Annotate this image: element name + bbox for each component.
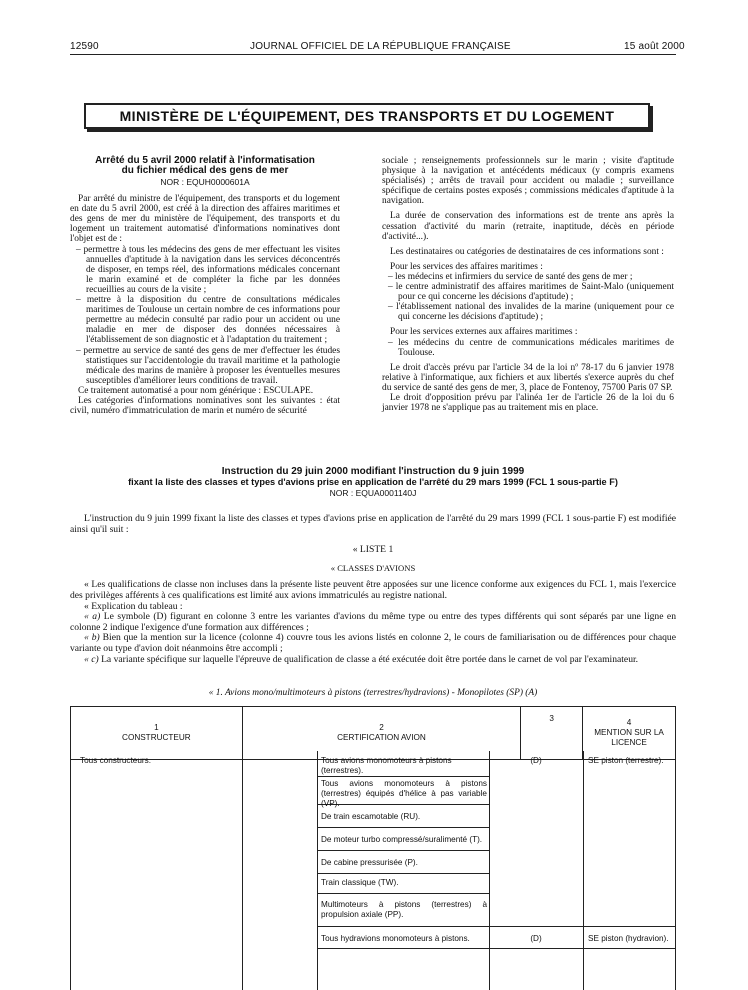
arrete-right-column	[382, 156, 674, 413]
issue-date: 15 août 2000	[624, 41, 685, 52]
table-row	[317, 926, 489, 948]
certification-cell: De cabine pressurisée (P).	[321, 858, 418, 867]
column-number: 4	[626, 718, 632, 727]
table-row	[317, 751, 489, 777]
arrete-left-column	[70, 156, 340, 416]
column-label: CERTIFICATION AVION	[337, 733, 426, 742]
instruction-intro: L'instruction du 9 juin 1999 fixant la liste des classes et types d'avions prise en application de l'arrêté du 29 mars 1999 (FCL 1 sous-partie F) est modifiée ainsi qu'il suit :	[70, 513, 676, 535]
table-row	[317, 893, 489, 927]
journal-title: JOURNAL OFFICIEL DE LA RÉPUBLIQUE FRANÇAISE	[250, 41, 511, 52]
arrete-paragraph: Les destinataires ou catégories de destinataires de ces informations sont :	[390, 246, 664, 257]
table-row	[317, 850, 489, 874]
instruction-heading	[70, 467, 676, 505]
arrete-paragraph: Le droit d'opposition prévu par l'alinéa 1er de l'article 26 de la loi du 6 janvier 1978 ne s'applique pas au traitement mis en place.	[382, 392, 674, 414]
liste-heading: « LISTE 1	[352, 544, 394, 556]
arrete-paragraph: Les catégories d'informations nominatives sont les suivantes : état civil, numéro d'immatriculation de marin et numéro de sécurité	[70, 395, 340, 417]
arrete-bullet: – permettre à tous les médecins des gens de mer effectuant les visites annuelles d'aptitude à la navigation dans les services déconcentrés de disposer, en temps réel, des informations médicales concernant le marin examiné et de compléter la fiche par les données recueillies au cours de la visite ;	[76, 244, 340, 295]
table-body	[70, 751, 676, 990]
arrete-title-line-1: Arrêté du 5 avril 2000 relatif à l'informatisation	[95, 155, 315, 166]
instruction-paragraph: « Les qualifications de classe non incluses dans la présente liste peuvent être apposées sur une licence conforme aux exigences du FCL 1, mais l'exercice des privilèges afférents à ces qualifications est limité aux avions immatriculés au registre national.	[70, 579, 676, 601]
table-row	[317, 827, 489, 851]
certification-cell: De moteur turbo compressé/suralimenté (T).	[321, 835, 483, 844]
instruction-nor: NOR : EQUA0001140J	[329, 488, 417, 498]
arrete-paragraph: Pour les services des affaires maritimes :	[390, 261, 543, 272]
certification-cell: De train escamotable (RU).	[321, 812, 421, 821]
arrete-paragraph: Par arrêté du ministre de l'équipement, des transports et du logement en date du 5 avril 2000, est créé à la direction des affaires maritimes et des gens de mer du ministère de l'équipement, des transports et du logement un traitement automatisé d'informations nominatives dont l'objet est de :	[70, 194, 340, 245]
certification-cell: Train classique (TW).	[321, 878, 399, 887]
ministry-banner	[84, 103, 650, 129]
item-a-text: Le symbole (D) figurant en colonne 3 entre les variantes d'avions du même type ou entre des types différents qui sont séparés par une ligne en colonne 2 indique l'exigence d'une formation aux différences ;	[70, 611, 676, 633]
arrete-bullet: – permettre au service de santé des gens de mer d'effectuer les études statistiques sur l'accidentologie du travail maritime et la pathologie médicale des marins de manière à proposer les éventuelles mesures susceptibles d'améliorer leurs conditions de travail.	[76, 345, 340, 386]
licence-mention-cell: SE piston (terrestre).	[588, 756, 664, 765]
licence-mention-cell: SE piston (hydravion).	[588, 934, 669, 943]
table-row	[317, 873, 489, 894]
item-b-text: Bien que la mention sur la licence (colonne 4) couvre tous les avions listés en colonne 2, le cours de familiarisation ou de différences pour chaque variante ou type d'avion doit néanmoins être accompli ;	[70, 632, 676, 654]
instruction-body	[70, 514, 676, 665]
item-b-marker: « b)	[84, 632, 100, 644]
table-row	[317, 804, 489, 828]
instruction-title-line-1: Instruction du 29 juin 2000 modifiant l'instruction du 9 juin 1999	[221, 466, 525, 477]
arrete-bullet: – les médecins et infirmiers du service de santé des gens de mer ;	[388, 271, 633, 282]
arrete-bullet: – le centre administratif des affaires maritimes de Saint-Malo (uniquement pour ce qui concerne les décisions d'aptitude) ;	[388, 282, 674, 303]
arrete-paragraph: Pour les services externes aux affaires maritimes :	[390, 327, 578, 338]
arrete-paragraph: La durée de conservation des informations est de trente ans après la cessation d'activité du marin (retraite, inaptitude, décès en période d'activité...).	[382, 211, 674, 242]
arrete-bullet: – les médecins du centre de communications médicales maritimes de Toulouse.	[388, 337, 674, 358]
column-number: 2	[379, 723, 384, 732]
instruction-item-c	[70, 655, 676, 666]
certification-cell: Tous avions monomoteurs à pistons (terrestres) équipés d'hélice à pas variable (VP).	[321, 779, 487, 808]
arrete-bullet: – l'établissement national des invalides de la marine (uniquement pour ce qui concerne les décisions d'aptitude) ;	[388, 302, 674, 323]
instruction-item-b	[70, 633, 676, 654]
arrete-bullet: – mettre à la disposition du centre de consultations médicales maritimes de Toulouse un certain nombre de ces informations pour permettre au médecin consulté par radio pour un accident ou une maladie en mer de disposer des données nécessaires à l'établissement de son diagnostic et à l'adaptation du traitement ;	[76, 295, 340, 346]
arrete-paragraph: sociale ; renseignements professionnels sur le marin ; visite d'aptitude physique à la navigation et antécédents médicaux (y compris examens spécialisés) ; arrêts de travail pour accident ou maladie ; surveillance spécifique de certains postes exposés ; commissions médicales d'aptitude à la navigation.	[382, 156, 674, 207]
classes-heading: « CLASSES D'AVIONS	[330, 562, 416, 573]
instruction-title-line-2: fixant la liste des classes et types d'avions prise en application de l'arrêté du 29 mars 1999 (FCL 1 sous-partie F)	[128, 477, 618, 487]
constructor-cell: Tous constructeurs.	[80, 756, 151, 765]
item-a-marker: « a)	[84, 611, 101, 623]
item-c-text: La variante spécifique sur laquelle l'épreuve de qualification de classe a été exécutée doit être portée dans le carnet de vol par l'examinateur.	[101, 653, 639, 665]
differences-cell: (D)	[530, 934, 542, 943]
section-divider	[317, 948, 675, 949]
certification-cell: Tous avions monomoteurs à pistons (terrestres).	[321, 756, 452, 775]
instruction-item-a	[70, 612, 676, 633]
instruction-paragraph: « Explication du tableau :	[84, 600, 183, 612]
column-number: 1	[154, 723, 159, 732]
ministry-title: MINISTÈRE DE L'ÉQUIPEMENT, DES TRANSPORTS ET DU LOGEMENT	[119, 108, 615, 124]
item-c-marker: « c)	[84, 653, 99, 665]
table-caption: « 1. Avions mono/multimoteurs à pistons (terrestres/hydravions) - Monopilotes (SP) (A)	[208, 688, 538, 698]
certification-column	[317, 751, 489, 990]
differences-cell: (D)	[530, 756, 542, 765]
certification-cell: Tous hydravions monomoteurs à pistons.	[321, 934, 470, 943]
column-number: 3	[549, 714, 554, 723]
column-label: CONSTRUCTEUR	[122, 733, 191, 742]
arrete-paragraph: Le droit d'accès prévu par l'article 34 de la loi nº 78-17 du 6 janvier 1978 relative à l'informatique, aux fichiers et aux libertés s'exerce auprès du chef du service de santé des gens de mer, 3, place de Fontenoy, 75700 Paris 07 SP.	[382, 362, 674, 393]
arrete-title-line-2: du fichier médical des gens de mer	[121, 165, 289, 176]
page-number: 12590	[70, 41, 99, 52]
arrete-nor: NOR : EQUH0000601A	[160, 177, 250, 187]
arrete-paragraph: Ce traitement automatisé a pour nom générique : ESCULAPE.	[78, 385, 314, 396]
column-label: MENTION SUR LA LICENCE	[594, 728, 664, 747]
header-rule	[70, 54, 676, 55]
section-divider	[489, 926, 675, 927]
table-row	[317, 776, 489, 808]
certification-cell: Multimoteurs à pistons (terrestres) à propulsion axiale (PP).	[321, 900, 487, 919]
